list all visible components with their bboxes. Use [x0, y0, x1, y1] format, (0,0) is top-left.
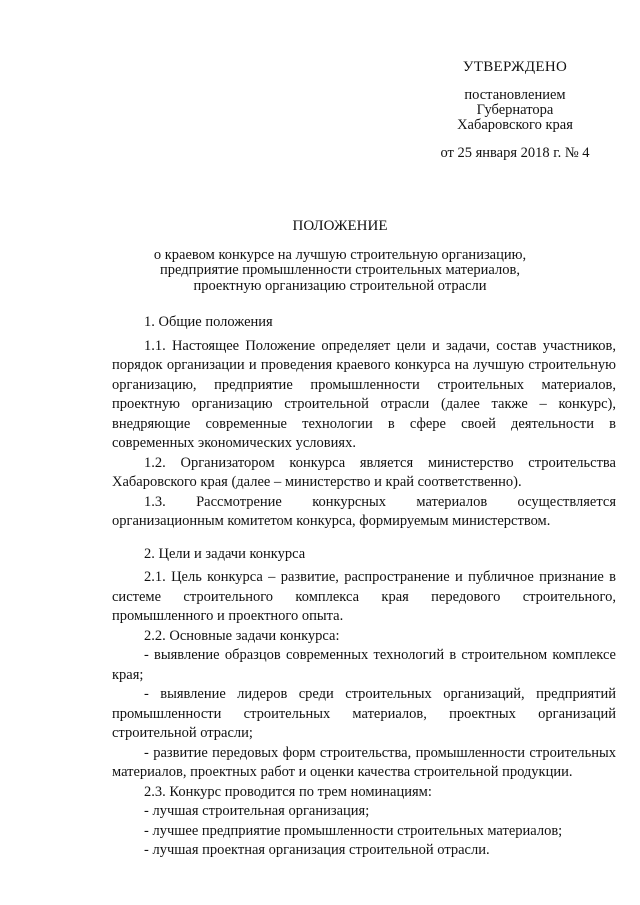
- document-subtitle-line-3: проектную организацию строительной отрасли: [193, 277, 487, 294]
- approval-line-region: Хабаровского края: [457, 117, 573, 133]
- paragraph-2-3: 2.3. Конкурс проводится по трем номинациям:: [144, 783, 432, 800]
- nomination-item: - лучшее предприятие промышленности строительных материалов;: [144, 822, 563, 839]
- task-item: - выявление образцов современных технологий в строительном комплексе края;: [112, 647, 616, 683]
- approval-stamp: УТВЕРЖДЕНО: [462, 59, 568, 75]
- approval-date: от 25 января 2018 г. № 4: [440, 145, 590, 161]
- paragraph-1-3: 1.3. Рассмотрение конкурсных материалов осуществляется организационным комитетом конкурса, формируемым министерством.: [112, 493, 616, 529]
- nomination-item: - лучшая проектная организация строительной отрасли.: [144, 842, 490, 858]
- section-heading-goals: 2. Цели и задачи конкурса: [144, 545, 306, 562]
- paragraph-2-2: 2.2. Основные задачи конкурса:: [144, 627, 340, 644]
- document-body: [112, 313, 616, 861]
- paragraph-1-1: 1.1. Настоящее Положение определяет цели и задачи, состав участников, порядок организации и проведения краевого конкурса на лучшую строительную организацию, предприятие промышленности строительных материалов, проектную организацию строительной отрасли (далее также – конкурс), внедряющие современные технологии в сфере своей деятельности в современных экономических условиях.: [112, 337, 616, 451]
- section-heading-general: 1. Общие положения: [144, 314, 273, 330]
- paragraph-2-1: 2.1. Цель конкурса – развитие, распространение и публичное признание в системе строительного комплекса края передового строительного, промышленного и проектного опыта.: [112, 569, 616, 624]
- approval-line-decree: постановлением: [464, 87, 566, 103]
- paragraph-1-2: 1.2. Организатором конкурса является министерство строительства Хабаровского края (далее – министерство и край соответственно).: [112, 454, 616, 490]
- approval-block: [415, 60, 615, 161]
- approval-line-governor: Губернатора: [476, 102, 554, 118]
- task-item: - выявление лидеров среди строительных организаций, предприятий промышленности строительных материалов, проектных организаций строительной отрасли;: [112, 686, 616, 741]
- document-title-block: [100, 219, 580, 294]
- document-subtitle-line-1: о краевом конкурсе на лучшую строительную организацию,: [153, 246, 527, 263]
- task-item: - развитие передовых форм строительства, промышленности строительных материалов, проектных работ и оценки качества строительной продукции.: [112, 744, 616, 780]
- section-spacer: [112, 532, 616, 541]
- document-subtitle-line-2: предприятие промышленности строительных материалов,: [160, 262, 520, 278]
- document-title: ПОЛОЖЕНИЕ: [292, 218, 388, 234]
- nomination-item: - лучшая строительная организация;: [144, 803, 370, 819]
